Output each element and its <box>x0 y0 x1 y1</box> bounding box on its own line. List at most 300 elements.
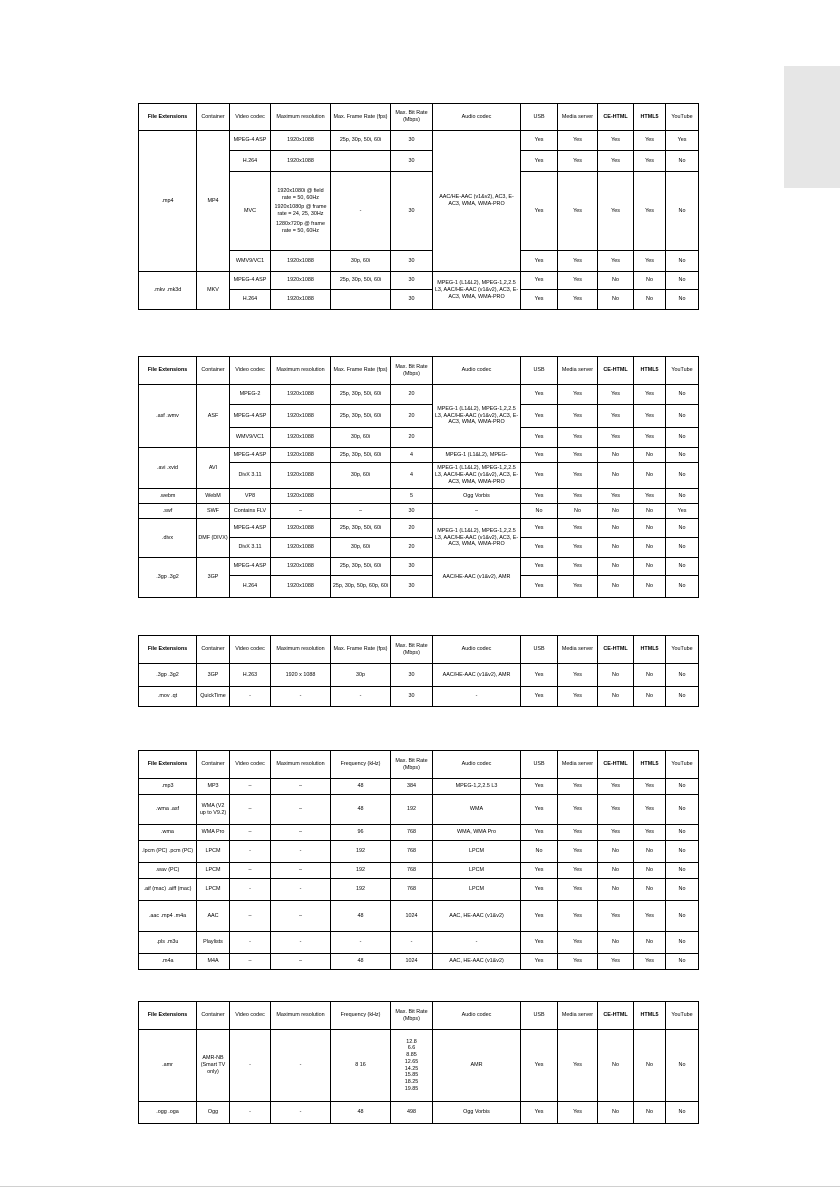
max-resolution: 1920x1088 <box>271 463 331 489</box>
video-codec: - <box>230 932 271 954</box>
flag-youtube: No <box>666 863 699 879</box>
header-cell: Frequency (kHz) <box>331 1002 391 1030</box>
container: WMA Pro <box>197 825 230 841</box>
flag-ce-html: No <box>598 1102 634 1124</box>
audio-codec: AAC, HE-AAC (v1&v2) <box>433 954 521 970</box>
header-cell: HTML5 <box>634 636 666 664</box>
flag-media-server: Yes <box>558 290 598 310</box>
flag-ce-html: Yes <box>598 131 634 151</box>
flag-usb: Yes <box>521 879 558 901</box>
flag-media-server: Yes <box>558 463 598 489</box>
flag-html5: Yes <box>634 251 666 272</box>
file-extension: .mp3 <box>139 779 197 795</box>
max-resolution: - <box>271 687 331 707</box>
flag-media-server: No <box>558 504 598 519</box>
header-cell: Max. Bit Rate (Mbps) <box>391 636 433 664</box>
header-cell: YouTube <box>666 751 699 779</box>
header-cell: Container <box>197 357 230 385</box>
bit-rate: 30 <box>391 687 433 707</box>
max-resolution: 1920x1088 <box>271 489 331 504</box>
bit-rate: 30 <box>391 576 433 598</box>
audio-codec: LPCM <box>433 879 521 901</box>
flag-youtube: No <box>666 825 699 841</box>
audio-codec: LPCM <box>433 863 521 879</box>
audio-codec: AAC/HE-AAC (v1&v2), AC3, E-AC3, WMA, WMA-PRO <box>433 131 521 272</box>
flag-youtube: No <box>666 664 699 687</box>
table-row <box>139 489 699 504</box>
container: Ogg <box>197 1102 230 1124</box>
flag-media-server: Yes <box>558 901 598 932</box>
flag-youtube: No <box>666 519 699 538</box>
flag-media-server: Yes <box>558 879 598 901</box>
flag-html5: No <box>634 863 666 879</box>
header-cell: HTML5 <box>634 751 666 779</box>
max-resolution: - <box>271 932 331 954</box>
container: Playlists <box>197 932 230 954</box>
video-codec: MPEG-4 ASP <box>230 405 271 428</box>
flag-ce-html: No <box>598 932 634 954</box>
file-extension: .wma <box>139 825 197 841</box>
header-row <box>139 104 699 131</box>
header-cell: Audio codec <box>433 1002 521 1030</box>
flag-ce-html: No <box>598 272 634 290</box>
header-cell: HTML5 <box>634 357 666 385</box>
bit-rate: 768 <box>391 863 433 879</box>
flag-youtube: No <box>666 151 699 172</box>
flag-usb: Yes <box>521 172 558 251</box>
flag-ce-html: No <box>598 576 634 598</box>
flag-ce-html: No <box>598 448 634 463</box>
frame-rate: 25p, 30p, 50i, 60i <box>331 519 391 538</box>
flag-html5: Yes <box>634 954 666 970</box>
flag-usb: Yes <box>521 901 558 932</box>
table-row <box>139 841 699 863</box>
header-cell: Media server <box>558 636 598 664</box>
container: MP4 <box>197 131 230 272</box>
header-cell: YouTube <box>666 636 699 664</box>
audio-codec: LPCM <box>433 841 521 863</box>
video-codec: H.264 <box>230 576 271 598</box>
flag-html5: No <box>634 504 666 519</box>
bit-rate: 20 <box>391 538 433 558</box>
file-extension: .asf .wmv <box>139 385 197 448</box>
video-codec: Contains FLV <box>230 504 271 519</box>
video-codec: H.264 <box>230 290 271 310</box>
header-cell: Max. Bit Rate (Mbps) <box>391 357 433 385</box>
container: LPCM <box>197 879 230 901</box>
flag-youtube: No <box>666 687 699 707</box>
bit-rate: 30 <box>391 251 433 272</box>
header-cell: Maximum resolution <box>271 1002 331 1030</box>
flag-html5: No <box>634 1102 666 1124</box>
table-row <box>139 558 699 576</box>
flag-html5: No <box>634 687 666 707</box>
table-row <box>139 932 699 954</box>
flag-ce-html: Yes <box>598 489 634 504</box>
container: 3GP <box>197 558 230 598</box>
table-row <box>139 863 699 879</box>
flag-ce-html: No <box>598 519 634 538</box>
flag-media-server: Yes <box>558 272 598 290</box>
header-cell: Media server <box>558 751 598 779</box>
table-row <box>139 795 699 825</box>
flag-ce-html: No <box>598 290 634 310</box>
frequency: - <box>331 932 391 954</box>
flag-youtube: No <box>666 172 699 251</box>
header-cell: Frequency (kHz) <box>331 751 391 779</box>
header-cell: File Extensions <box>139 357 197 385</box>
video-codec: – <box>230 795 271 825</box>
max-resolution: – <box>271 954 331 970</box>
flag-usb: Yes <box>521 1030 558 1102</box>
bit-rate: - <box>391 932 433 954</box>
flag-usb: Yes <box>521 687 558 707</box>
frequency: 96 <box>331 825 391 841</box>
header-cell: Container <box>197 636 230 664</box>
header-cell: Media server <box>558 1002 598 1030</box>
container: MP3 <box>197 779 230 795</box>
table-mp4-mkv <box>138 103 699 310</box>
table-3gp-mov <box>138 635 699 707</box>
flag-usb: Yes <box>521 272 558 290</box>
max-resolution: 1920x1088 <box>271 558 331 576</box>
flag-ce-html: Yes <box>598 825 634 841</box>
header-cell: Max. Frame Rate (fps) <box>331 104 391 131</box>
flag-usb: Yes <box>521 290 558 310</box>
flag-media-server: Yes <box>558 932 598 954</box>
bit-rate: 20 <box>391 385 433 405</box>
header-cell: Media server <box>558 104 598 131</box>
file-extension: .ogg .oga <box>139 1102 197 1124</box>
bit-rate: 1024 <box>391 901 433 932</box>
audio-codec: MPEG-1 (L1&L2), MPEG- <box>433 448 521 463</box>
flag-media-server: Yes <box>558 385 598 405</box>
max-resolution <box>271 172 331 251</box>
flag-media-server: Yes <box>558 779 598 795</box>
flag-youtube: No <box>666 428 699 448</box>
flag-html5: Yes <box>634 131 666 151</box>
max-resolution: - <box>271 1102 331 1124</box>
flag-youtube: Yes <box>666 131 699 151</box>
frame-rate: 30p, 60i <box>331 538 391 558</box>
header-cell: Container <box>197 104 230 131</box>
file-extension: .swf <box>139 504 197 519</box>
bit-rate: 768 <box>391 841 433 863</box>
audio-codec: MPEG-1 (L1&L2), MPEG-1,2,2.5 L3, AAC/HE-AAC (v1&v2), AC3, E-AC3, WMA, WMA-PRO <box>433 519 521 558</box>
audio-codec: MPEG-1 (L1&L2), MPEG-1,2,2.5 L3, AAC/HE-AAC (v1&v2), AC3, E-AC3, WMA, WMA-PRO <box>433 272 521 310</box>
flag-youtube: No <box>666 272 699 290</box>
video-codec: MPEG-4 ASP <box>230 448 271 463</box>
file-extension: .aac .mp4 .m4a <box>139 901 197 932</box>
max-resolution: – <box>271 863 331 879</box>
flag-html5: No <box>634 272 666 290</box>
flag-ce-html: No <box>598 558 634 576</box>
max-resolution: 1920x1088 <box>271 448 331 463</box>
flag-html5: No <box>634 932 666 954</box>
container: QuickTime <box>197 687 230 707</box>
video-codec: - <box>230 687 271 707</box>
video-codec: DivX 3.11 <box>230 463 271 489</box>
file-extension: .wav (PC) <box>139 863 197 879</box>
frequency: 48 <box>331 1102 391 1124</box>
header-cell: USB <box>521 751 558 779</box>
audio-codec: MPEG-1,2,2.5 L3 <box>433 779 521 795</box>
flag-html5: No <box>634 1030 666 1102</box>
header-cell: Maximum resolution <box>271 357 331 385</box>
header-cell: Maximum resolution <box>271 751 331 779</box>
container: LPCM <box>197 863 230 879</box>
frame-rate <box>331 489 391 504</box>
header-cell: HTML5 <box>634 104 666 131</box>
header-cell: USB <box>521 357 558 385</box>
flag-usb: Yes <box>521 954 558 970</box>
flag-media-server: Yes <box>558 841 598 863</box>
flag-youtube: No <box>666 558 699 576</box>
flag-html5: No <box>634 879 666 901</box>
bit-rate: 30 <box>391 272 433 290</box>
table-asf-avi-webm-swf-divx-3gp <box>138 356 699 598</box>
flag-html5: Yes <box>634 428 666 448</box>
header-cell: Max. Frame Rate (fps) <box>331 357 391 385</box>
flag-media-server: Yes <box>558 1102 598 1124</box>
video-codec: - <box>230 1102 271 1124</box>
container: DMF (DIVX) <box>197 519 230 558</box>
max-resolution: 1920x1088 <box>271 272 331 290</box>
video-codec: – <box>230 901 271 932</box>
flag-media-server: Yes <box>558 954 598 970</box>
table-row <box>139 687 699 707</box>
frame-rate: – <box>331 504 391 519</box>
container: AVI <box>197 448 230 489</box>
flag-usb: Yes <box>521 664 558 687</box>
frequency: 192 <box>331 841 391 863</box>
bit-rate: 5 <box>391 489 433 504</box>
flag-ce-html: No <box>598 463 634 489</box>
max-resolution: – <box>271 825 331 841</box>
table-row <box>139 1102 699 1124</box>
resolution-line: 1280x720p @ frame rate = 50, 60Hz <box>276 220 325 234</box>
flag-ce-html: No <box>598 538 634 558</box>
header-cell: Max. Bit Rate (Mbps) <box>391 104 433 131</box>
flag-html5: No <box>634 558 666 576</box>
container: M4A <box>197 954 230 970</box>
flag-youtube: No <box>666 251 699 272</box>
flag-ce-html: No <box>598 1030 634 1102</box>
bit-rate: 20 <box>391 428 433 448</box>
header-cell: Container <box>197 751 230 779</box>
max-resolution: 1920x1088 <box>271 290 331 310</box>
flag-media-server: Yes <box>558 825 598 841</box>
video-codec: H.264 <box>230 151 271 172</box>
flag-html5: Yes <box>634 385 666 405</box>
file-extension: .aif (mac) .aiff (mac) <box>139 879 197 901</box>
table-row <box>139 519 699 538</box>
table-row <box>139 901 699 932</box>
frequency: 48 <box>331 795 391 825</box>
flag-usb: No <box>521 504 558 519</box>
flag-usb: Yes <box>521 405 558 428</box>
max-resolution: 1920 x 1088 <box>271 664 331 687</box>
file-extension: .webm <box>139 489 197 504</box>
bit-rate: 30 <box>391 290 433 310</box>
header-cell: Maximum resolution <box>271 104 331 131</box>
table-row <box>139 504 699 519</box>
flag-html5: No <box>634 538 666 558</box>
flag-media-server: Yes <box>558 1030 598 1102</box>
video-codec: – <box>230 825 271 841</box>
audio-codec: AMR <box>433 1030 521 1102</box>
flag-media-server: Yes <box>558 519 598 538</box>
flag-youtube: No <box>666 463 699 489</box>
flag-media-server: Yes <box>558 795 598 825</box>
flag-youtube: No <box>666 779 699 795</box>
flag-media-server: Yes <box>558 151 598 172</box>
flag-media-server: Yes <box>558 664 598 687</box>
container: WMA (V2 up to V9.2) <box>197 795 230 825</box>
frame-rate: 30p, 60i <box>331 428 391 448</box>
flag-usb: No <box>521 841 558 863</box>
table-row <box>139 272 699 290</box>
flag-youtube: No <box>666 841 699 863</box>
header-cell: CE-HTML <box>598 751 634 779</box>
container: LPCM <box>197 841 230 863</box>
header-cell: Audio codec <box>433 751 521 779</box>
flag-youtube: No <box>666 795 699 825</box>
max-resolution: - <box>271 1030 331 1102</box>
header-cell: File Extensions <box>139 104 197 131</box>
flag-ce-html: Yes <box>598 428 634 448</box>
max-resolution: 1920x1088 <box>271 151 331 172</box>
flag-usb: Yes <box>521 576 558 598</box>
frequency: 48 <box>331 779 391 795</box>
frequency: 192 <box>331 863 391 879</box>
video-codec: MPEG-4 ASP <box>230 558 271 576</box>
flag-ce-html: Yes <box>598 901 634 932</box>
flag-youtube: No <box>666 385 699 405</box>
flag-html5: Yes <box>634 795 666 825</box>
header-cell: USB <box>521 636 558 664</box>
audio-codec: AAC/HE-AAC (v1&v2), AMR <box>433 664 521 687</box>
frequency: 48 <box>331 954 391 970</box>
video-codec: – <box>230 954 271 970</box>
audio-codec: MPEG-1 (L1&L2), MPEG-1,2,2.5 L3, AAC/HE-AAC (v1&v2), AC3, E-AC3, WMA, WMA-PRO <box>433 385 521 448</box>
flag-youtube: No <box>666 405 699 428</box>
container: SWF <box>197 504 230 519</box>
flag-usb: Yes <box>521 448 558 463</box>
header-cell: USB <box>521 1002 558 1030</box>
audio-codec: WMA, WMA Pro <box>433 825 521 841</box>
flag-media-server: Yes <box>558 405 598 428</box>
flag-ce-html: Yes <box>598 172 634 251</box>
header-cell: YouTube <box>666 357 699 385</box>
frequency: 8 16 <box>331 1030 391 1102</box>
header-cell: Video codec <box>230 751 271 779</box>
flag-usb: Yes <box>521 463 558 489</box>
video-codec: MPEG-4 ASP <box>230 272 271 290</box>
flag-youtube: Yes <box>666 504 699 519</box>
max-resolution: 1920x1088 <box>271 428 331 448</box>
frequency: 48 <box>331 901 391 932</box>
flag-html5: Yes <box>634 151 666 172</box>
header-row <box>139 1002 699 1030</box>
flag-html5: Yes <box>634 172 666 251</box>
table-amr-ogg <box>138 1001 699 1124</box>
container: 3GP <box>197 664 230 687</box>
file-extension: .avi .xvid <box>139 448 197 489</box>
flag-ce-html: No <box>598 664 634 687</box>
video-codec: MPEG-4 ASP <box>230 131 271 151</box>
flag-ce-html: Yes <box>598 151 634 172</box>
flag-media-server: Yes <box>558 131 598 151</box>
flag-usb: Yes <box>521 251 558 272</box>
flag-usb: Yes <box>521 489 558 504</box>
header-cell: File Extensions <box>139 636 197 664</box>
bit-rate: 30 <box>391 131 433 151</box>
flag-html5: Yes <box>634 405 666 428</box>
file-extension: .wma .asf <box>139 795 197 825</box>
flag-media-server: Yes <box>558 448 598 463</box>
file-extension: .m4a <box>139 954 197 970</box>
flag-youtube: No <box>666 448 699 463</box>
resolution-line: 1920x1080p @ frame rate = 24, 25, 30Hz <box>274 204 327 217</box>
flag-usb: Yes <box>521 428 558 448</box>
frame-rate: 30p, 60i <box>331 251 391 272</box>
flag-ce-html: No <box>598 841 634 863</box>
header-cell: YouTube <box>666 1002 699 1030</box>
table-row <box>139 448 699 463</box>
frame-rate: 30p <box>331 664 391 687</box>
video-codec: MVC <box>230 172 271 251</box>
frame-rate: 25p, 30p, 50i, 60i <box>331 558 391 576</box>
audio-codec: WMA <box>433 795 521 825</box>
flag-html5: Yes <box>634 489 666 504</box>
header-cell: File Extensions <box>139 1002 197 1030</box>
flag-ce-html: No <box>598 687 634 707</box>
flag-youtube: No <box>666 489 699 504</box>
flag-ce-html: Yes <box>598 954 634 970</box>
flag-ce-html: Yes <box>598 779 634 795</box>
max-resolution: – <box>271 901 331 932</box>
header-cell: Max. Bit Rate (Mbps) <box>391 751 433 779</box>
max-resolution: 1920x1088 <box>271 385 331 405</box>
video-codec: - <box>230 1030 271 1102</box>
video-codec: - <box>230 841 271 863</box>
flag-youtube: No <box>666 901 699 932</box>
container: AMR-NB (Smart TV only) <box>197 1030 230 1102</box>
audio-codec: Ogg Vorbis <box>433 1102 521 1124</box>
flag-html5: No <box>634 664 666 687</box>
frame-rate <box>331 290 391 310</box>
header-cell: Video codec <box>230 357 271 385</box>
frame-rate: 25p, 30p, 50i, 60i <box>331 272 391 290</box>
header-cell: CE-HTML <box>598 357 634 385</box>
flag-youtube: No <box>666 1102 699 1124</box>
video-codec: MPEG-4 ASP <box>230 519 271 538</box>
flag-html5: Yes <box>634 779 666 795</box>
header-cell: Video codec <box>230 1002 271 1030</box>
bit-rate: 30 <box>391 664 433 687</box>
flag-media-server: Yes <box>558 428 598 448</box>
audio-codec: Ogg Vorbis <box>433 489 521 504</box>
bit-rate: 30 <box>391 558 433 576</box>
file-extension: .3gp .3g2 <box>139 558 197 598</box>
audio-codec: AAC, HE-AAC (v1&v2) <box>433 901 521 932</box>
flag-html5: No <box>634 841 666 863</box>
frame-rate: 25p, 30p, 50i, 60i <box>331 131 391 151</box>
max-resolution: – <box>271 795 331 825</box>
frame-rate: - <box>331 687 391 707</box>
file-extension: .3gp .3g2 <box>139 664 197 687</box>
